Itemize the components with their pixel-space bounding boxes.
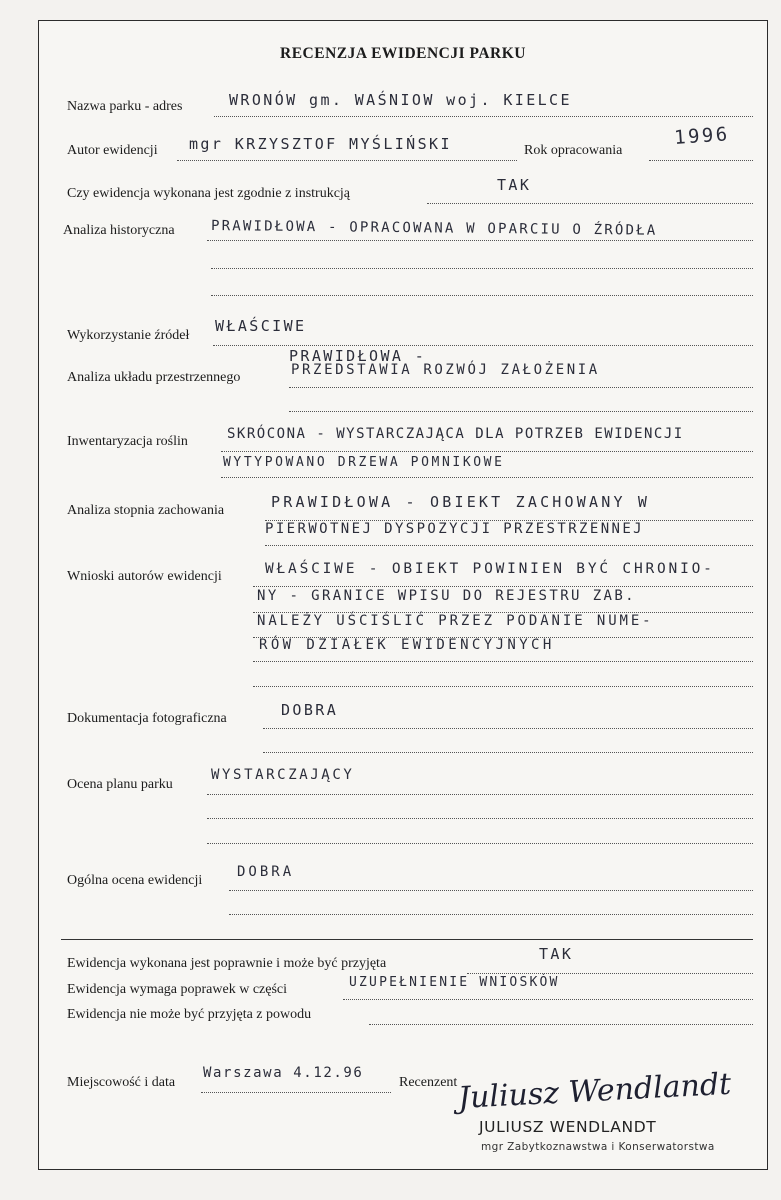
preservation-label: Analiza stopnia zachowania (67, 503, 225, 518)
plan-value: WYSTARCZAJĄCY (211, 767, 355, 783)
overall-line-2 (229, 914, 753, 915)
layout-value-2: PRZEDSTAWIA ROZWÓJ ZAŁOŻENIA (291, 362, 600, 378)
author-value: mgr KRZYSZTOF MYŚLIŃSKI (189, 135, 452, 153)
preservation-value-1: PRAWIDŁOWA - OBIEKT ZACHOWANY W (271, 493, 651, 511)
conclusions-value-3: NALEŻY UŚCIŚLIĆ PRZEZ PODANIE NUME- (257, 613, 654, 629)
stamp-name: JULIUSZ WENDLANDT (479, 1118, 657, 1136)
form-title: RECENZJA EWIDENCJI PARKU (280, 45, 526, 62)
year-label: Rok opracowania (524, 143, 623, 158)
place-date-line (201, 1092, 391, 1093)
author-line (177, 160, 517, 161)
plan-line-1 (207, 794, 753, 795)
stamp-title: mgr Zabytkoznawstwa i Konserwatorstwa (481, 1141, 715, 1153)
photo-label: Dokumentacja fotograficzna (67, 711, 227, 726)
plan-line-2 (207, 818, 753, 819)
plan-label: Ocena planu parku (67, 777, 173, 792)
rejected-label: Ewidencja nie może być przyjęta z powodu (67, 1007, 312, 1022)
park-name-line (214, 116, 753, 117)
reviewer-signature: Juliusz Wendlandt (457, 1066, 732, 1116)
sources-value: WŁAŚCIWE (215, 317, 307, 335)
place-date-value: Warszawa 4.12.96 (203, 1065, 364, 1081)
photo-line-1 (263, 728, 753, 729)
overall-label: Ogólna ocena ewidencji (67, 873, 203, 888)
photo-line-2 (263, 752, 753, 753)
historical-label: Analiza historyczna (63, 223, 175, 238)
rejected-line (369, 1024, 753, 1025)
overall-line-1 (229, 890, 753, 891)
layout-line-1 (289, 387, 753, 388)
layout-line-2 (289, 411, 753, 412)
accepted-label: Ewidencja wykonana jest poprawnie i może być przyjęta (67, 956, 387, 971)
layout-value-1: PRAWIDŁOWA - (289, 347, 427, 365)
year-value: 1996 (673, 123, 731, 149)
conclusions-value-4: RÓW DZIAŁEK EWIDENCYJNYCH (259, 637, 555, 653)
inventory-value-1: SKRÓCONA - WYSTARCZAJĄCA DLA POTRZEB EWIDENCJI (227, 426, 684, 442)
inventory-line-1 (221, 451, 753, 452)
author-label: Autor ewidencji (67, 143, 158, 158)
corrections-value: UZUPEŁNIENIE WNIOSKÓW (349, 975, 560, 990)
compliance-value: TAK (497, 176, 532, 194)
historical-line-1 (207, 240, 753, 241)
conclusions-value-1: WŁAŚCIWE - OBIEKT POWINIEN BYĆ CHRONIO- (265, 561, 715, 577)
photo-value: DOBRA (281, 701, 339, 719)
year-line (649, 160, 753, 161)
historical-line-2 (211, 268, 753, 269)
conclusions-line-5 (253, 686, 753, 687)
historical-value: PRAWIDŁOWA - OPRACOWANA W OPARCIU O ŹRÓDŁA (211, 218, 658, 239)
conclusions-line-4 (253, 661, 753, 662)
reviewer-label: Recenzent (399, 1075, 458, 1090)
preservation-value-2: PIERWOTNEJ DYSPOZYCJI PRZESTRZENNEJ (265, 521, 645, 537)
sources-label: Wykorzystanie źródeł (67, 328, 190, 343)
conclusions-line-1 (253, 586, 753, 587)
accepted-value: TAK (539, 945, 574, 963)
place-date-label: Miejscowość i data (67, 1075, 176, 1090)
conclusions-value-2: NY - GRANICE WPISU DO REJESTRU ZAB. (257, 588, 637, 604)
inventory-line-2 (221, 477, 753, 478)
corrections-label: Ewidencja wymaga poprawek w części (67, 982, 288, 997)
review-form-sheet (38, 20, 768, 1170)
section-separator (61, 939, 753, 940)
compliance-label: Czy ewidencja wykonana jest zgodnie z instrukcją (67, 186, 351, 201)
overall-value: DOBRA (237, 864, 295, 880)
park-name-label: Nazwa parku - adres (67, 99, 183, 114)
layout-label: Analiza układu przestrzennego (67, 370, 241, 385)
compliance-line (427, 203, 753, 204)
park-name-value: WRONÓW gm. WAŚNIOW woj. KIELCE (229, 91, 572, 109)
sources-line (213, 345, 753, 346)
preservation-line-2 (265, 545, 753, 546)
inventory-value-2: WYTYPOWANO DRZEWA POMNIKOWE (223, 455, 505, 470)
conclusions-label: Wnioski autorów ewidencji (67, 569, 222, 584)
accepted-line (467, 973, 753, 974)
historical-line-3 (211, 295, 753, 296)
corrections-line (343, 999, 753, 1000)
inventory-label: Inwentaryzacja roślin (67, 434, 188, 449)
plan-line-3 (207, 843, 753, 844)
